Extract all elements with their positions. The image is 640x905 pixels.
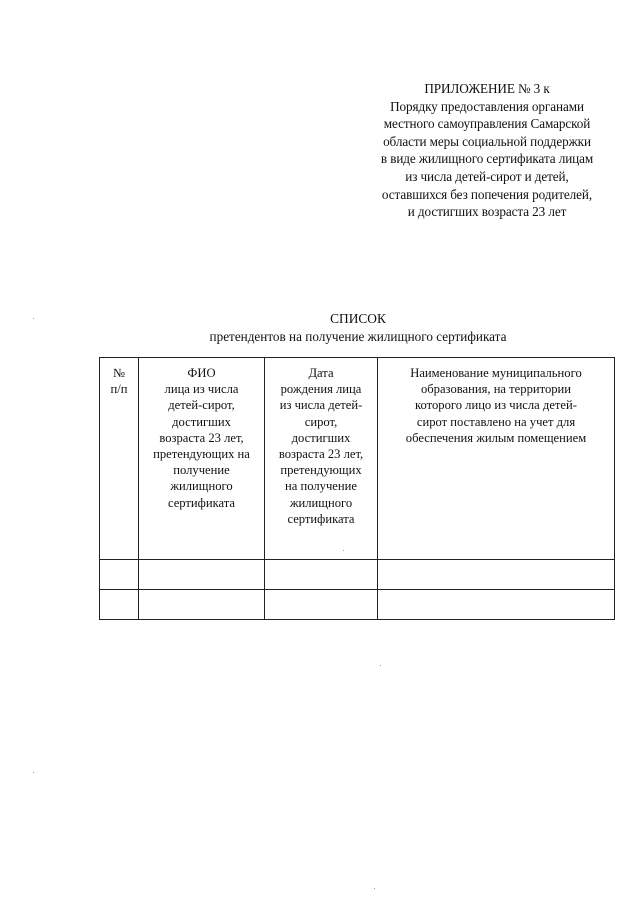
- header-line: которого лицо из числа детей-: [415, 398, 577, 413]
- scan-speck: [343, 550, 344, 551]
- table-cell: [265, 560, 378, 590]
- header-cell-birth-date: [265, 358, 378, 560]
- scan-speck: [33, 318, 34, 319]
- header-cell-number: [100, 358, 139, 560]
- table-cell: [100, 590, 139, 620]
- header-line: сертификата: [167, 495, 236, 510]
- header-line: Наименование муниципального: [410, 366, 582, 380]
- table-cell: [100, 560, 139, 590]
- header-line: обеспечения жилым помещением: [405, 430, 587, 445]
- table-cell: [139, 560, 265, 590]
- document-title: СПИСОК: [330, 311, 386, 326]
- header-line: Дата: [308, 366, 334, 380]
- appendix-line: области меры социальной поддержки: [383, 133, 591, 149]
- appendix-line: в виде жилищного сертификата лицам: [380, 151, 594, 167]
- header-line: претендующих на: [153, 447, 250, 462]
- table-row: [100, 590, 615, 620]
- header-line: детей-сирот,: [168, 398, 235, 413]
- header-line: претендующих: [280, 463, 362, 478]
- header-line: возраста 23 лет,: [278, 447, 364, 462]
- applicants-table: [99, 357, 615, 620]
- header-line: ФИО: [187, 366, 216, 380]
- appendix-line: Порядку предоставления органами: [390, 98, 584, 114]
- header-cell-full-name: [139, 358, 265, 560]
- table-cell: [265, 590, 378, 620]
- table-row: [100, 560, 615, 590]
- header-line: возраста 23 лет,: [159, 430, 244, 445]
- document-subtitle: претендентов на получение жилищного сертификата: [209, 329, 507, 344]
- header-line: сирот поставлено на учет для: [416, 414, 576, 429]
- header-line: жилищного: [289, 495, 353, 510]
- header-cell-municipality: [378, 358, 615, 560]
- table-cell: [378, 590, 615, 620]
- table-header-row: [100, 358, 615, 560]
- scan-speck: [374, 888, 375, 889]
- header-line: образования, на территории: [420, 382, 572, 397]
- header-line: достигших: [172, 414, 231, 429]
- header-line: на получение: [285, 479, 357, 494]
- header-line: №: [112, 366, 126, 380]
- scan-speck: [33, 772, 34, 773]
- appendix-line: оставшихся без попечения родителей,: [381, 186, 593, 202]
- appendix-line: и достигших возраста 23 лет: [407, 204, 567, 220]
- header-line: п/п: [110, 382, 128, 397]
- header-line: получение: [173, 463, 230, 478]
- header-line: из числа детей-: [279, 398, 363, 413]
- header-line: жилищного: [170, 479, 233, 494]
- appendix-block: [352, 80, 622, 221]
- table-cell: [139, 590, 265, 620]
- header-line: достигших: [291, 430, 351, 445]
- header-line: сирот,: [304, 414, 338, 429]
- header-line: лица из числа: [164, 382, 239, 397]
- header-line: рождения лица: [280, 382, 362, 397]
- table-cell: [378, 560, 615, 590]
- appendix-line: ПРИЛОЖЕНИЕ № 3 к: [424, 81, 550, 96]
- header-line: сертификата: [287, 511, 355, 526]
- appendix-line: местного самоуправления Самарской: [383, 116, 591, 132]
- appendix-line: из числа детей-сирот и детей,: [405, 168, 569, 184]
- scan-speck: [380, 665, 381, 666]
